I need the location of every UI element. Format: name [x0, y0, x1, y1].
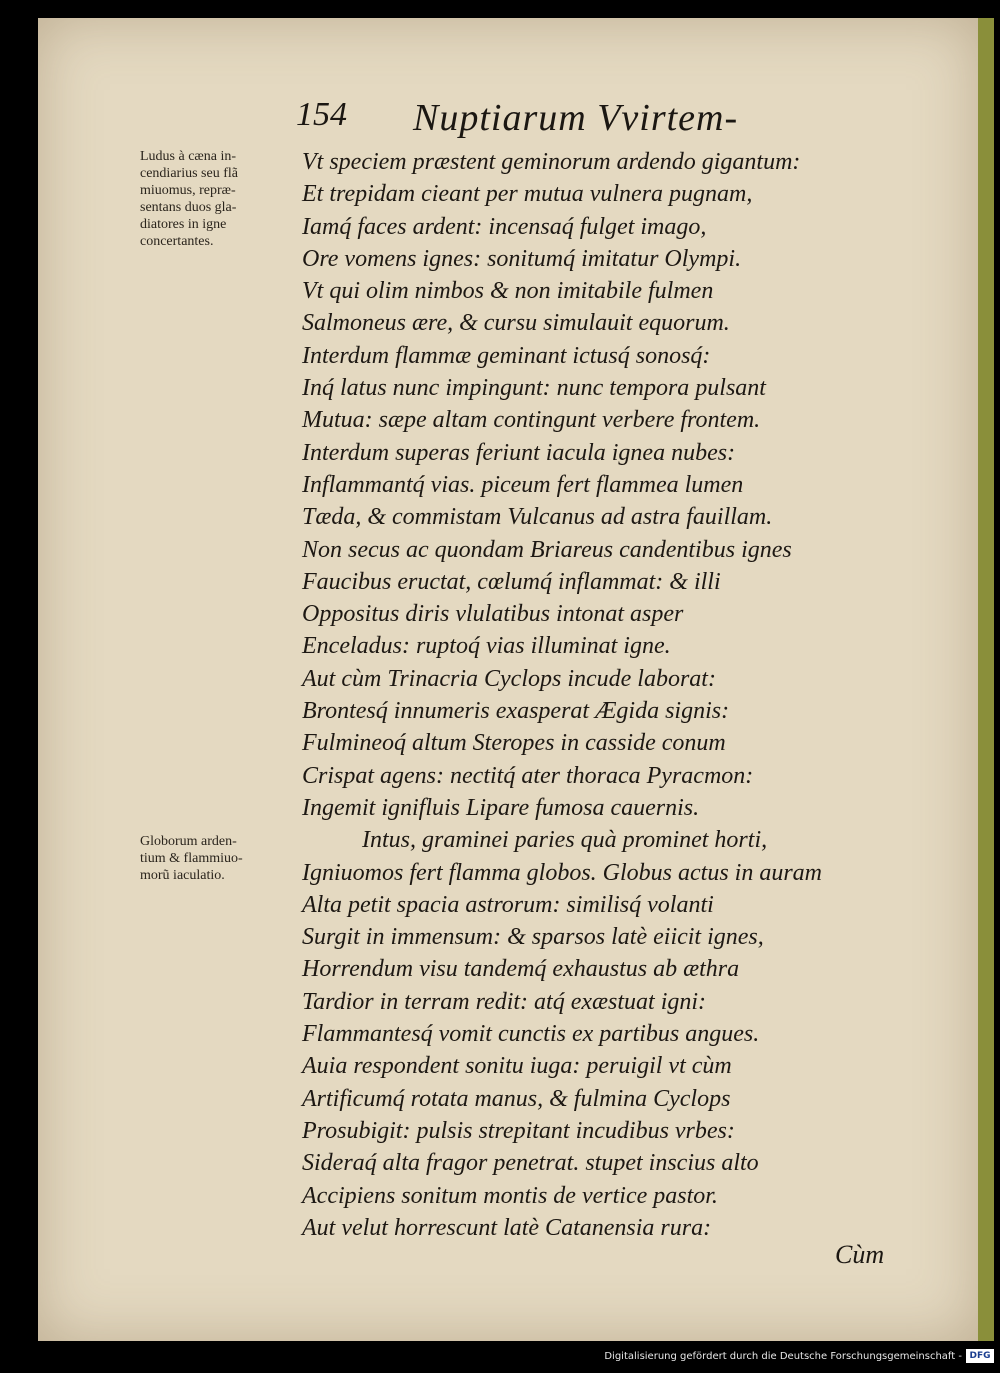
margin-note-line: miuomus, repræ- — [140, 183, 236, 198]
verse-line: Ore vomens ignes: sonitumq́ imitatur Olympi. — [302, 245, 742, 272]
footer-credit: Digitalisierung gefördert durch die Deutsche Forschungsgemeinschaft - — [604, 1351, 962, 1362]
verse-line: Non secus ac quondam Briareus candentibus ignes — [302, 536, 792, 563]
verse-line: Fulmineoq́ altum Steropes in casside conum — [302, 730, 726, 757]
verse-line: Sideraq́ alta fragor penetrat. stupet inscius alto — [302, 1150, 759, 1177]
margin-note-line: sentans duos gla- — [140, 200, 237, 215]
verse-line: Brontesq́ innumeris exasperat Ægida signis: — [302, 698, 730, 725]
verse-line: Mutua: sæpe altam contingunt verbere frontem. — [302, 407, 761, 434]
verse-line: Interdum flammæ geminant ictusq́ sonosq́: — [302, 342, 711, 369]
margin-note-line: Globorum arden- — [140, 834, 237, 849]
verse-line: Et trepidam cieant per mutua vulnera pugnam, — [302, 181, 753, 208]
page-number: 154 — [296, 96, 347, 133]
verse-line: Aut velut horrescunt latè Catanensia rura: — [302, 1214, 712, 1241]
verse-line: Surgit in immensum: & sparsos latè eiicit ignes, — [302, 924, 764, 951]
margin-note-line: cendiarius seu flã — [140, 166, 238, 181]
verse-line: Faucibus eructat, cœlumq́ inflammat: & illi — [302, 568, 721, 595]
page-edge-strip — [978, 18, 994, 1341]
margin-note-line: concertantes. — [140, 234, 214, 249]
verse-line: Vt qui olim nimbos & non imitabile fulmen — [302, 278, 714, 305]
verse-line: Flammantesq́ vomit cunctis ex partibus angues. — [302, 1021, 760, 1048]
verse-line: Inq́ latus nunc impingunt: nunc tempora pulsant — [302, 375, 766, 402]
verse-line: Crispat agens: nectitq́ ater thoraca Pyracmon: — [302, 762, 754, 789]
verse-line: Vt speciem præstent geminorum ardendo gigantum: — [302, 149, 801, 175]
footer-bar — [0, 1341, 1000, 1373]
page-header — [38, 96, 978, 139]
verse-line: Oppositus diris vlulatibus intonat asper — [302, 601, 684, 628]
verse-line: Interdum superas feriunt iacula ignea nubes: — [302, 439, 736, 466]
verse-line: Alta petit spacia astrorum: similisq́ volanti — [302, 891, 714, 918]
verse-line: Tardior in terram redit: atq́ exæstuat igni: — [302, 988, 707, 1015]
margin-note-line: Ludus à cæna in- — [140, 149, 237, 164]
verse-line: Artificumq́ rotata manus, & fulmina Cyclops — [302, 1085, 731, 1112]
margin-note-globorum — [140, 833, 290, 884]
verse-line: Iamq́ faces ardent: incensaq́ fulget imago, — [302, 213, 707, 240]
running-title: Nuptiarum Vvirtem- — [413, 97, 739, 139]
margin-note-line: tium & flammiuo- — [140, 851, 243, 866]
verse-line: Intus, graminei paries quà prominet horti, — [362, 827, 768, 854]
margin-note-line: diatores in igne — [140, 217, 227, 232]
verse-block — [302, 146, 942, 1244]
catchword: Cùm — [835, 1240, 885, 1269]
verse-line: Ingemit ignifluis Lipare fumosa cauernis. — [302, 794, 700, 821]
book-page — [38, 18, 978, 1341]
verse-line: Prosubigit: pulsis strepitant incudibus vrbes: — [302, 1117, 735, 1144]
verse-line: Salmoneus ære, & cursu simulauit equorum. — [302, 310, 730, 337]
verse-line: Accipiens sonitum montis de vertice pastor. — [302, 1182, 718, 1209]
verse-line: Igniuomos fert flamma globos. Globus actus in auram — [302, 859, 823, 886]
verse-line: Tæda, & commistam Vulcanus ad astra fauillam. — [302, 504, 773, 531]
verse-line: Aut cùm Trinacria Cyclops incude laborat: — [302, 665, 716, 692]
margin-note-ludus — [140, 148, 290, 250]
verse-line: Enceladus: ruptoq́ vias illuminat igne. — [302, 633, 671, 660]
verse-line: Auia respondent sonitu iuga: peruigil vt cùm — [302, 1053, 732, 1080]
dfg-logo-icon[interactable]: DFG — [966, 1349, 994, 1363]
margin-note-line: morũ iaculatio. — [140, 868, 225, 883]
verse-line: Inflammantq́ vias. piceum fert flammea lumen — [302, 471, 744, 498]
verse-line: Horrendum visu tandemq́ exhaustus ab æthra — [302, 956, 740, 983]
